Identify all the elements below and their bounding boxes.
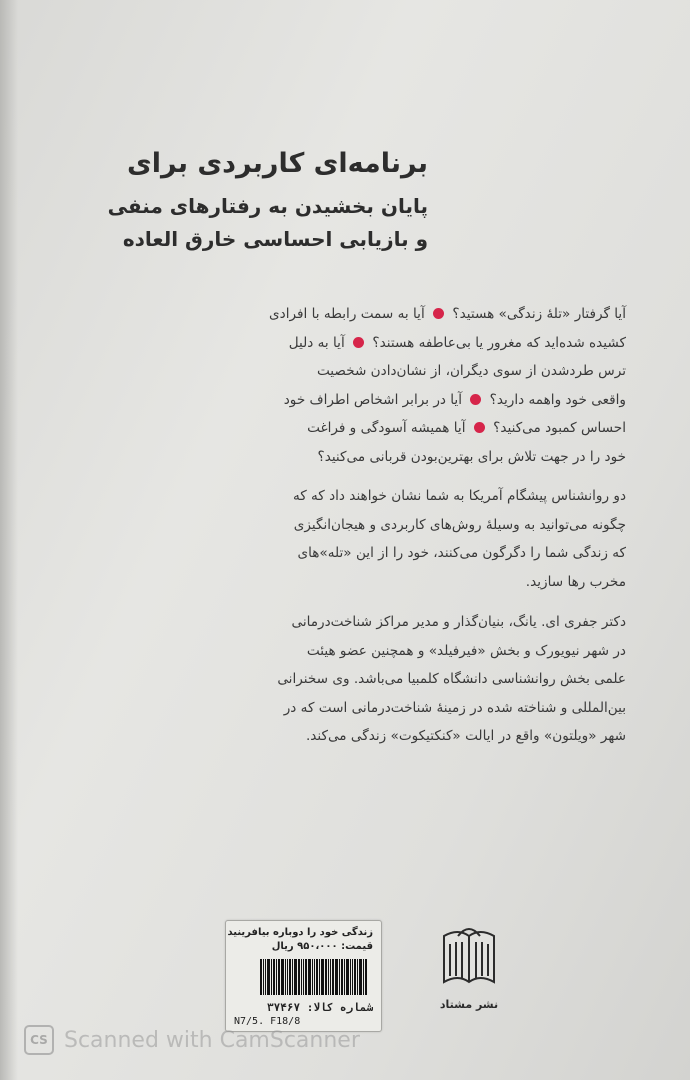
price-sticker (225, 920, 382, 1032)
title-line-3: و بازیابی احساسی خارق العاده (122, 227, 428, 251)
red-bullet-icon (353, 337, 364, 348)
barcode-icon (238, 959, 368, 995)
paragraph-line: چگونه می‌توانید به وسیلهٔ روش‌های کاربردی و هیجان‌انگیزی (293, 516, 626, 533)
paragraph-line: که زندگی شما را دگرگون می‌کنند، خود را از این «تله»‌های (297, 545, 626, 561)
title-line-1: برنامه‌ای کاربردی برای (127, 148, 428, 179)
paragraph-line: دکتر جفری ای. یانگ، بنیان‌گذار و مدیر مراکز شناخت‌درمانی (291, 614, 626, 630)
sticker-title: زندگی خود را دوباره بیافرینید (227, 927, 373, 938)
author-bio-paragraph (171, 608, 626, 751)
question-text: آیا به دلیل (288, 334, 345, 351)
publisher-name: نشر مشتاد (439, 998, 499, 1011)
paragraph-line: ترس طردشدن از سوی دیگران، از نشان‌دادن شخصیت (316, 363, 626, 379)
paragraph-line (171, 329, 626, 358)
question-text: واقعی خود واهمه دارید؟ (489, 391, 626, 408)
open-book-icon (438, 918, 500, 998)
question-text: آیا در برابر اشخاص اطراف خود (283, 391, 462, 408)
paragraph-line: علمی بخش روانشناسی دانشگاه کلمبیا می‌باشد. وی سخنرانی (277, 671, 626, 687)
red-bullet-icon (474, 422, 485, 433)
paragraph-line: مخرب رها سازید. (525, 573, 626, 590)
red-bullet-icon (470, 394, 481, 405)
publisher-logo (438, 918, 500, 1026)
paragraph-line: شهر «ویلتون» واقع در ایالت «کنکتیکوت» زندگی می‌کند. (305, 728, 626, 744)
questions-paragraph (171, 300, 626, 471)
paragraph-line: دو روانشناس پیشگام آمریکا به شما نشان خواهند داد که که (292, 488, 626, 504)
question-text: آیا همیشه آسودگی و فراغت (307, 420, 466, 436)
red-bullet-icon (433, 308, 444, 319)
shelf-id: N7/5. F18/8 (234, 1016, 301, 1027)
title-block (108, 145, 428, 255)
paragraph-line (171, 414, 626, 443)
question-text: کشیده شده‌اید که مغرور یا بی‌عاطفه هستند؟ (372, 334, 626, 351)
question-text: احساس کمبود می‌کنید؟ (493, 420, 626, 436)
paragraph-line (171, 386, 626, 415)
question-text: آیا به سمت رابطه با افرادی (269, 306, 425, 322)
question-text: آیا گرفتار «تلهٔ زندگی» هستید؟ (452, 306, 626, 322)
paragraph-line: در شهر نیویورک و بخش «فیرفیلد» و همچنین عضو هیئت (306, 642, 626, 659)
paragraph-line: بین‌المللی و شناخته شده در زمینهٔ شناخت‌درمانی است که در (283, 699, 626, 716)
description-paragraph (171, 482, 626, 596)
scanner-watermark (24, 1025, 360, 1055)
paragraph-line (171, 300, 626, 329)
sticker-price: قیمت: ۹۵۰،۰۰۰ ریال (271, 941, 373, 952)
paragraph-line: خود را در جهت تلاش برای بهترین‌بودن قربانی می‌کنید؟ (317, 448, 626, 465)
camscanner-logo-icon: CS (24, 1025, 54, 1055)
watermark-text: Scanned with CamScanner (64, 1027, 360, 1053)
product-code: شماره کالا: ۳۷۴۶۷ (267, 1001, 373, 1014)
title-line-2: پایان بخشیدن به رفتارهای منفی (107, 194, 428, 218)
